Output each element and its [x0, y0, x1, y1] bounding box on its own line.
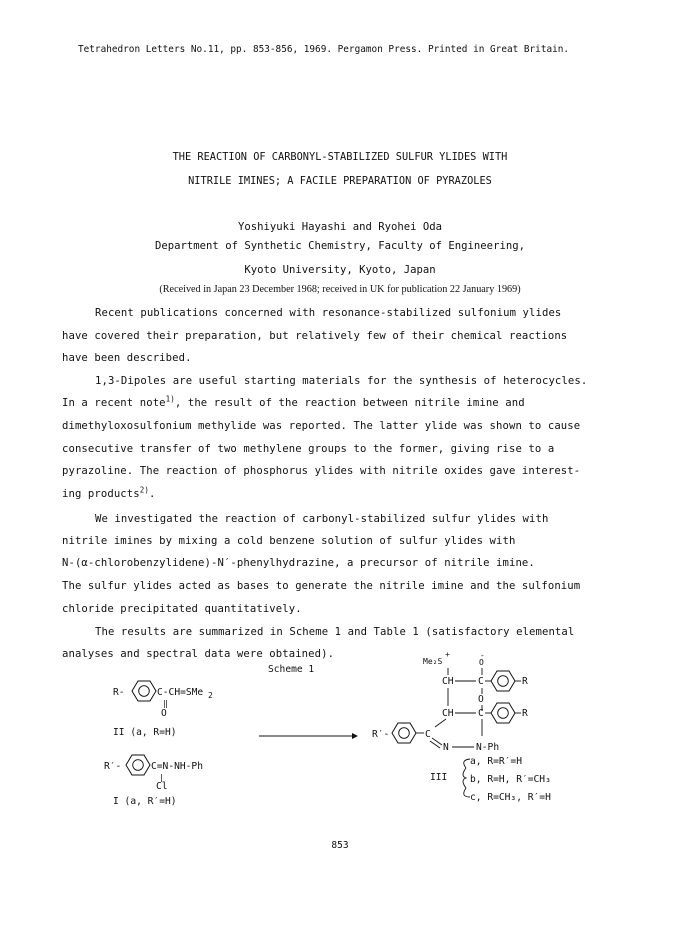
body-line: The sulfur ylides acted as bases to generate the nitrile imine and the sulfonium [62, 580, 581, 592]
compound-I-label: I (a, R′=H) [113, 796, 177, 807]
svg-text:R: R [522, 676, 528, 687]
received-dates: (Received in Japan 23 December 1968; received in UK for publication 22 January 1969) [159, 284, 521, 295]
svg-text:O: O [161, 708, 167, 719]
body-line: ing products$^{2)}$. [62, 485, 156, 500]
reference-1: 1) [165, 394, 175, 404]
body-line: dimethyloxosulfonium methylide was reported. The latter ylide was shown to cause [62, 420, 581, 432]
variant-a: a, R=R′=H [470, 756, 522, 767]
body-line: In a recent note$^{1)}$, the result of the reaction between nitrile imine and [62, 394, 525, 409]
body-line: 1,3-Dipoles are useful starting materials for the synthesis of heterocycles. [95, 375, 588, 387]
svg-text:R′-: R′- [372, 729, 390, 740]
body-line: nitrile imines by mixing a cold benzene solution of sulfur ylides with [62, 535, 516, 547]
svg-text:C: C [425, 729, 431, 740]
svg-text:CH: CH [442, 708, 454, 719]
reference-2: 2) [139, 485, 149, 495]
citation-header: Tetrahedron Letters No.11, pp. 853-856, 1969. Pergamon Press. Printed in Great Britain. [78, 44, 570, 55]
author-department: Department of Synthetic Chemistry, Faculty of Engineering, [155, 240, 525, 252]
svg-text:N-Ph: N-Ph [476, 742, 500, 753]
svg-text:C: C [478, 676, 484, 687]
svg-text:R: R [522, 708, 528, 719]
svg-text:C: C [478, 708, 484, 719]
body-line: We investigated the reaction of carbonyl-stabilized sulfur ylides with [95, 513, 549, 525]
body-line: N-(α-chlorobenzylidene)-N′-phenylhydrazine, a precursor of nitrile imine. [62, 557, 535, 569]
compound-III [372, 650, 551, 803]
svg-text:R-: R- [113, 687, 125, 698]
article-title-line-1: THE REACTION OF CARBONYL-STABILIZED SULFUR YLIDES WITH [172, 151, 508, 163]
svg-text:+: + [445, 650, 450, 659]
reaction-arrow [259, 733, 358, 739]
body-line: analyses and spectral data were obtained). [62, 648, 335, 660]
svg-text:O: O [478, 694, 484, 705]
scheme-label: Scheme 1 [268, 664, 315, 675]
variant-b: b, R=H, R′=CH₃ [470, 774, 551, 785]
svg-text:N: N [443, 742, 449, 753]
compound-II-label: II (a, R=H) [113, 727, 177, 738]
body-line: have been described. [62, 352, 192, 364]
body-line: chloride precipitated quantitatively. [62, 603, 302, 615]
svg-text:C-CH=SMe: C-CH=SMe [157, 687, 204, 698]
body-line: consecutive transfer of two methylene groups to the former, giving rise to a [62, 443, 555, 455]
page-number: 853 [331, 840, 349, 851]
compound-I [104, 755, 203, 807]
body-line: The results are summarized in Scheme 1 and Table 1 (satisfactory elemental [95, 626, 575, 638]
svg-text:Me₂S: Me₂S [423, 657, 443, 666]
author-names: Yoshiyuki Hayashi and Ryohei Oda [237, 221, 443, 233]
svg-text:‖: ‖ [163, 699, 168, 708]
svg-text:Cl: Cl [156, 781, 168, 792]
svg-text:-: - [480, 651, 485, 660]
variant-c: c, R=CH₃, R′=H [470, 792, 551, 803]
svg-text:2: 2 [208, 691, 213, 700]
svg-text:C=N-NH-Ph: C=N-NH-Ph [151, 761, 203, 772]
author-university: Kyoto University, Kyoto, Japan [244, 264, 436, 276]
body-line: have covered their preparation, but relatively few of their chemical reactions [62, 330, 568, 342]
body-line: Recent publications concerned with resonance-stabilized sulfonium ylides [95, 307, 562, 319]
svg-text:O: O [479, 658, 484, 667]
compound-III-label: III [430, 772, 448, 783]
compound-II [113, 681, 213, 738]
article-title-line-2: NITRILE IMINES; A FACILE PREPARATION OF PYRAZOLES [188, 175, 492, 187]
svg-text:R′-: R′- [104, 761, 122, 772]
svg-text:CH: CH [442, 676, 454, 687]
svg-text:|: | [159, 773, 164, 782]
body-line: pyrazoline. The reaction of phosphorus ylides with nitrile oxides gave interest- [62, 465, 581, 477]
